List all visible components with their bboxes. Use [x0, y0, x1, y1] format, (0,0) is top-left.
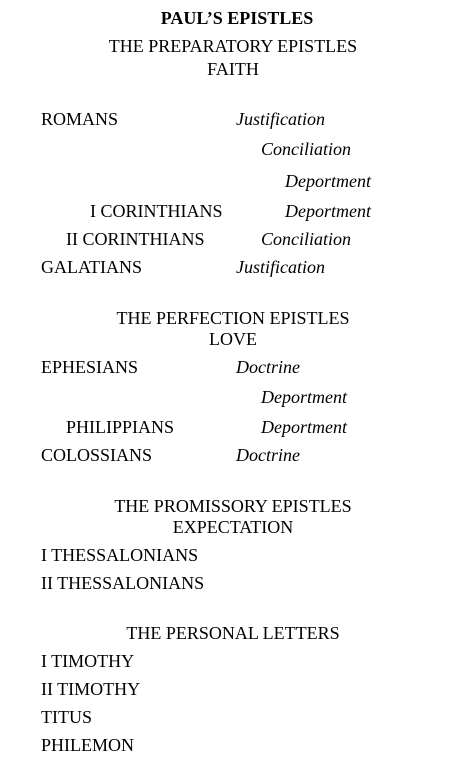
section-heading-personal: THE PERSONAL LETTERS	[126, 623, 340, 643]
section-heading-preparatory: THE PREPARATORY EPISTLES	[108, 36, 358, 56]
book-ii-thessalonians: II THESSALONIANS	[41, 573, 205, 593]
book-romans: ROMANS	[41, 109, 119, 129]
theme-romans: Justification	[236, 109, 325, 129]
book-ephesians: EPHESIANS	[41, 357, 139, 377]
page-title: PAUL’S EPISTLES	[160, 8, 314, 28]
book-philippians: PHILIPPIANS	[66, 417, 175, 437]
book-colossians: COLOSSIANS	[41, 445, 153, 465]
theme-deportment-2: Deportment	[261, 387, 347, 407]
theme-ii-corinthians: Conciliation	[261, 229, 351, 249]
section-subheading-love: LOVE	[209, 329, 257, 349]
theme-deportment-1: Deportment	[285, 171, 371, 191]
section-subheading-expectation: EXPECTATION	[172, 517, 294, 537]
book-ii-timothy: II TIMOTHY	[41, 679, 141, 699]
theme-conciliation-1: Conciliation	[261, 139, 351, 159]
theme-galatians: Justification	[236, 257, 325, 277]
section-heading-perfection: THE PERFECTION EPISTLES	[116, 308, 350, 328]
section-subheading-faith: FAITH	[207, 59, 259, 79]
book-i-timothy: I TIMOTHY	[41, 651, 135, 671]
book-i-corinthians: I CORINTHIANS	[90, 201, 223, 221]
theme-i-corinthians: Deportment	[285, 201, 371, 221]
book-ii-corinthians: II CORINTHIANS	[66, 229, 205, 249]
theme-ephesians: Doctrine	[236, 357, 300, 377]
book-philemon: PHILEMON	[41, 735, 134, 755]
section-heading-promissory: THE PROMISSORY EPISTLES	[114, 496, 352, 516]
book-titus: TITUS	[41, 707, 92, 727]
theme-philippians: Deportment	[261, 417, 347, 437]
theme-colossians: Doctrine	[236, 445, 300, 465]
book-i-thessalonians: I THESSALONIANS	[41, 545, 199, 565]
book-galatians: GALATIANS	[41, 257, 142, 277]
